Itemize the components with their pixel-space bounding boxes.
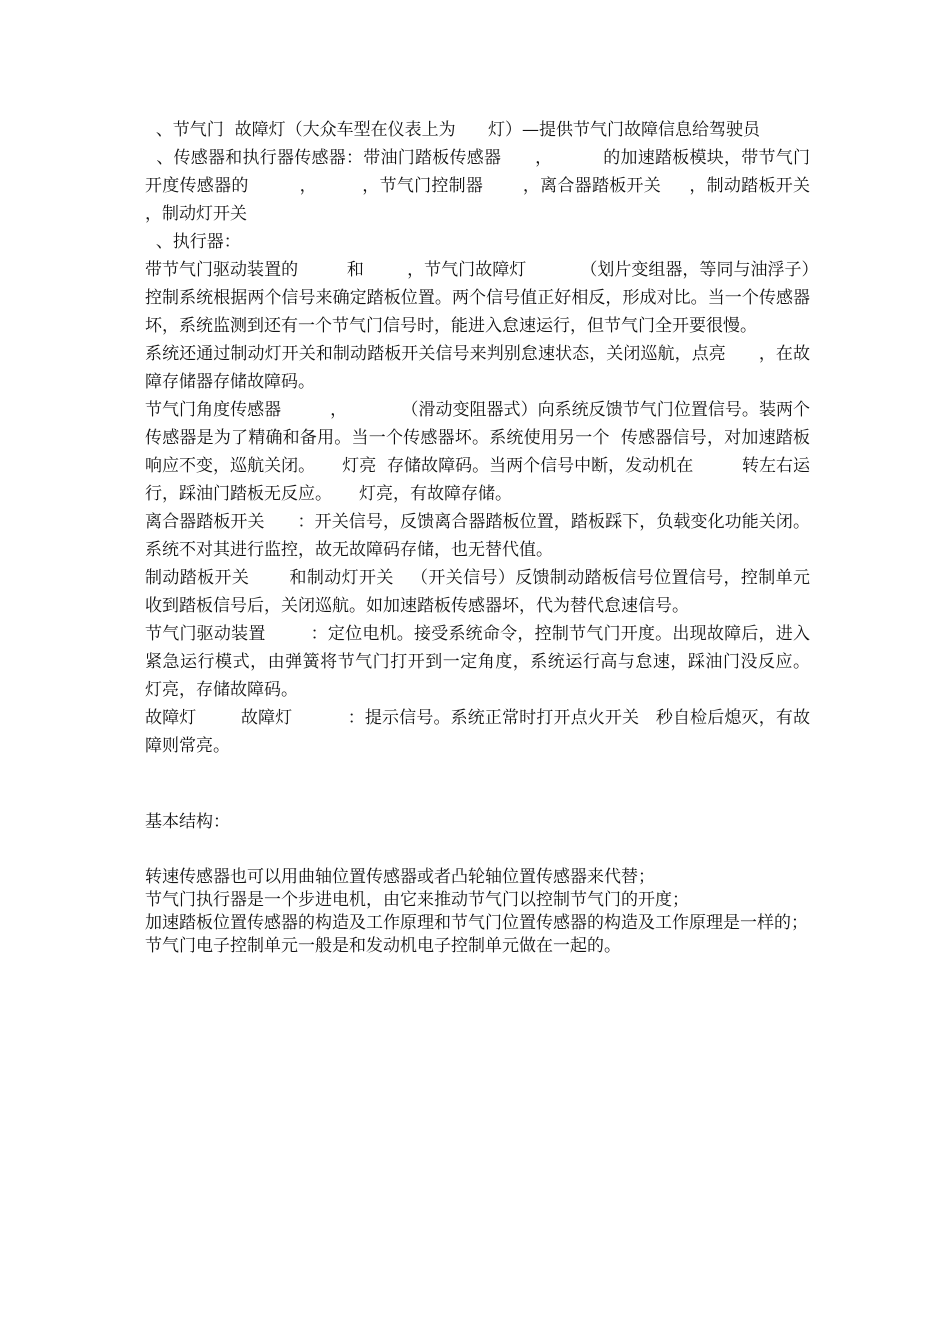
spacer (145, 760, 810, 808)
paragraph-fault-light: 故障灯 故障灯 ：提示信号。系统正常时打开点火开关 秒自检后熄灭，有故障则常亮。 (145, 708, 810, 756)
paragraph-ecu: 节气门电子控制单元一般是和发动机电子控制单元做在一起的。 (145, 936, 621, 956)
paragraph-sensors-actuators: 、传感器和执行器传感器：带油门踏板传感器 ， 的加速踏板模块，带节气门开度传感器的 ， ，节气门控制器 ，离合器踏板开关 ，制动踏板开关 ，制动灯开关 (145, 148, 843, 224)
spacer (145, 836, 810, 866)
paragraph-pedal-sensor-principle: 加速踏板位置传感器的构造及工作原理和节气门位置传感器的构造及工作原理是一样的； (145, 913, 808, 933)
paragraph-throttle-angle-sensor: 节气门角度传感器 ， （滑动变阻器式）向系统反馈节气门位置信号。装两个传感器是为了精确和备用。当一个传感器坏。系统使用另一个 传感器信号，对加速踏板响应不变，巡航关闭。 灯亮 存储故障码。当两个信号中断，发动机在 转左右运行，踩油门踏板无反应。 灯亮，有故障存储。 (145, 400, 810, 504)
paragraph-throttle-actuator: 节气门驱动装置 ：定位电机。接受系统命令，控制节气门开度。出现故障后，进入紧急运行模式，由弹簧将节气门打开到一定角度，系统运行高与怠速，踩油门没反应。 灯亮，存储故障码。 (145, 624, 843, 700)
paragraph-throttle-stepper: 节气门执行器是一个步进电机，由它来推动节气门以控制节气门的开度； (145, 890, 689, 910)
paragraph-throttle-drive: 带节气门驱动装置的 和 ，节气门故障灯 （划片变组器，等同与油浮子）控制系统根据两个信号来确定踏板位置。两个信号值正好相反，形成对比。当一个传感器坏，系统监测到还有一个节气门信号时，能进入怠速运行，但节气门全开要很慢。 (145, 260, 810, 336)
document-page (145, 116, 843, 958)
paragraph-brake-idle: 系统还通过制动灯开关和制动踏板开关信号来判别怠速状态，关闭巡航，点亮 ，在故障存储器存储故障码。 (145, 344, 810, 392)
paragraph-actuator-heading: 、执行器： (145, 232, 241, 252)
paragraph-clutch-switch: 离合器踏板开关 ：开关信号，反馈离合器踏板位置，踏板踩下，负载变化功能关闭。系统不对其进行监控，故无故障码存储，也无替代值。 (145, 512, 810, 560)
paragraph-brake-switch: 制动踏板开关 和制动灯开关 （开关信号）反馈制动踏板信号位置信号，控制单元收到踏板信号后，关闭巡航。如加速踏板传感器坏，代为替代怠速信号。 (145, 568, 810, 616)
paragraph-speed-sensor: 转速传感器也可以用曲轴位置传感器或者凸轮轴位置传感器来代替； (145, 867, 655, 887)
paragraph-throttle-warning-light: 、节气门 故障灯（大众车型在仪表上为 灯）—提供节气门故障信息给驾驶员 (145, 120, 761, 140)
section-heading-basic-structure: 基本结构： (145, 812, 230, 832)
